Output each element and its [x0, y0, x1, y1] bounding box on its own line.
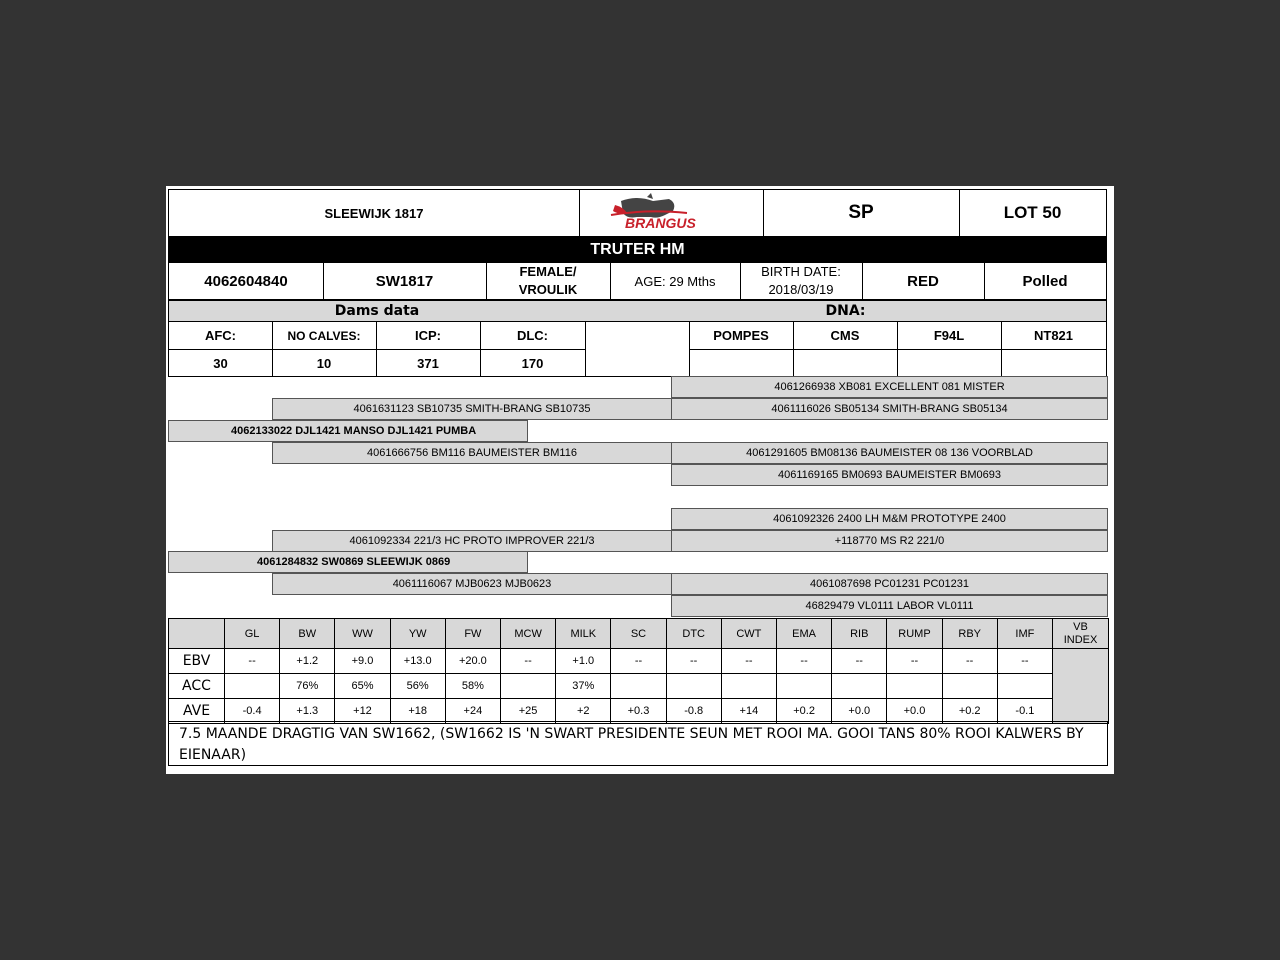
ebv-value-cell: -- [224, 648, 280, 674]
ebv-value-cell: +2 [555, 698, 611, 724]
ebv-value-cell: +14 [721, 698, 777, 724]
ebv-value-cell: +0.3 [610, 698, 666, 724]
animal-name: SLEEWIJK 1817 [168, 189, 580, 237]
ebv-row-label: EBV [168, 648, 225, 674]
ebv-column-header: CWT [721, 618, 777, 649]
ebv-value-cell: -0.1 [997, 698, 1053, 724]
pedigree-gs1: 4061631123 SB10735 SMITH-BRANG SB10735 [272, 398, 672, 420]
vb-index-header: VB INDEX [1052, 618, 1109, 649]
grade: SP [763, 189, 960, 237]
ebv-value-cell: -- [776, 648, 832, 674]
dna-f94l-header: F94L [897, 322, 1002, 350]
dams-data-title: Dams data [168, 300, 586, 322]
ebv-value-cell: 65% [334, 673, 390, 699]
colour: RED [862, 262, 985, 300]
dna-blank-cell [585, 322, 690, 377]
horn-status: Polled [984, 262, 1107, 300]
catalogue-card [166, 186, 1114, 774]
pedigree-dam: 4061284832 SW0869 SLEEWIJK 0869 [168, 551, 528, 573]
ebv-value-cell: -- [666, 648, 722, 674]
ebv-value-cell [500, 673, 556, 699]
pedigree-gd2: 4061116067 MJB0623 MJB0623 [272, 573, 672, 595]
pedigree-ggs2: 4061291605 BM08136 BAUMEISTER 08 136 VOORBLAD [671, 442, 1108, 464]
ebv-value-cell [886, 673, 942, 699]
dlc-header: DLC: [480, 322, 586, 350]
pedigree-ggd1: 4061116026 SB05134 SMITH-BRANG SB05134 [671, 398, 1108, 420]
ebv-value-cell: +1.0 [555, 648, 611, 674]
ebv-column-header: MILK [555, 618, 611, 649]
ebv-column-header: GL [224, 618, 280, 649]
dlc-value: 170 [480, 350, 586, 377]
brangus-logo [580, 189, 764, 237]
dna-f94l-value [897, 350, 1002, 377]
dna-nt821-value [1001, 350, 1107, 377]
icp-header: ICP: [376, 322, 481, 350]
ident-number: SW1817 [323, 262, 487, 300]
ebv-value-cell: +24 [445, 698, 501, 724]
ebv-value-cell [666, 673, 722, 699]
pedigree-ggd2: 4061169165 BM0693 BAUMEISTER BM0693 [671, 464, 1108, 486]
ebv-value-cell [831, 673, 887, 699]
ebv-value-cell: -- [500, 648, 556, 674]
dna-cms-header: CMS [793, 322, 898, 350]
ebv-column-header: RIB [831, 618, 887, 649]
ebv-value-cell: -- [610, 648, 666, 674]
ebv-value-cell: +0.0 [831, 698, 887, 724]
ebv-value-cell: 76% [279, 673, 335, 699]
ebv-value-cell: +12 [334, 698, 390, 724]
ebv-value-cell: +13.0 [390, 648, 446, 674]
no-calves-value: 10 [272, 350, 377, 377]
ebv-value-cell: +18 [390, 698, 446, 724]
ebv-value-cell [997, 673, 1053, 699]
sex: FEMALE/ VROULIK [486, 262, 611, 300]
age: AGE: 29 Mths [610, 262, 741, 300]
ebv-column-header: WW [334, 618, 390, 649]
ebv-value-cell: +1.3 [279, 698, 335, 724]
ebv-value-cell: +20.0 [445, 648, 501, 674]
ebv-value-cell: -0.4 [224, 698, 280, 724]
dna-title: DNA: [585, 300, 1107, 322]
ebv-value-cell: +25 [500, 698, 556, 724]
comment-text: 7.5 MAANDE DRAGTIG VAN SW1662, (SW1662 IS 'N SWART PRESIDENTE SEUN MET ROOI MA. GOOI TANS 80% ROOI KALWERS BY EIENAAR) [168, 721, 1108, 766]
lot-number: LOT 50 [959, 189, 1107, 237]
afc-value: 30 [168, 350, 273, 377]
ebv-value-cell: -0.8 [666, 698, 722, 724]
ebv-column-header: FW [445, 618, 501, 649]
ebv-value-cell [224, 673, 280, 699]
ebv-value-cell: -- [831, 648, 887, 674]
pedigree-ggs1: 4061266938 XB081 EXCELLENT 081 MISTER [671, 376, 1108, 398]
dna-nt821-header: NT821 [1001, 322, 1107, 350]
dna-pompes-header: POMPES [689, 322, 794, 350]
ebv-value-cell [610, 673, 666, 699]
ebv-row-label: ACC [168, 673, 225, 699]
pedigree-ggd4: 46829479 VL0111 LABOR VL0111 [671, 595, 1108, 617]
ebv-column-header: MCW [500, 618, 556, 649]
ebv-column-header: YW [390, 618, 446, 649]
ebv-column-header: SC [610, 618, 666, 649]
ebv-value-cell: -- [721, 648, 777, 674]
pedigree-ggd3: +118770 MS R2 221/0 [671, 530, 1108, 552]
ebv-value-cell: +0.2 [942, 698, 998, 724]
afc-header: AFC: [168, 322, 273, 350]
ebv-column-header: EMA [776, 618, 832, 649]
birth-date: BIRTH DATE: 2018/03/19 [740, 262, 863, 300]
ebv-value-cell: 58% [445, 673, 501, 699]
ebv-value-cell: 56% [390, 673, 446, 699]
pedigree-sire: 4062133022 DJL1421 MANSO DJL1421 PUMBA [168, 420, 528, 442]
pedigree-gd1: 4061666756 BM116 BAUMEISTER BM116 [272, 442, 672, 464]
icp-value: 371 [376, 350, 481, 377]
ebv-value-cell: -- [886, 648, 942, 674]
brangus-bull-icon [607, 193, 737, 233]
ebv-column-header: DTC [666, 618, 722, 649]
ebv-column-header: BW [279, 618, 335, 649]
ebv-value-cell: +0.2 [776, 698, 832, 724]
ebv-value-cell [942, 673, 998, 699]
ebv-value-cell: +1.2 [279, 648, 335, 674]
ebv-value-cell [776, 673, 832, 699]
dna-pompes-value [689, 350, 794, 377]
ebv-column-header: RUMP [886, 618, 942, 649]
no-calves-header: NO CALVES: [272, 322, 377, 350]
vb-index-value [1052, 648, 1109, 724]
ebv-value-cell: -- [942, 648, 998, 674]
ebv-value-cell: +0.0 [886, 698, 942, 724]
ebv-column-header: RBY [942, 618, 998, 649]
owner-bar: TRUTER HM [168, 237, 1107, 262]
ebv-value-cell: +9.0 [334, 648, 390, 674]
ebv-value-cell: -- [997, 648, 1053, 674]
dna-cms-value [793, 350, 898, 377]
registration-number: 4062604840 [168, 262, 324, 300]
logo-text: BRANGUS [624, 215, 696, 231]
ebv-column-header: IMF [997, 618, 1053, 649]
ebv-value-cell: 37% [555, 673, 611, 699]
pedigree-ggs3: 4061092326 2400 LH M&M PROTOTYPE 2400 [671, 508, 1108, 530]
pedigree-gs2: 4061092334 221/3 HC PROTO IMPROVER 221/3 [272, 530, 672, 552]
ebv-row-label: AVE [168, 698, 225, 724]
ebv-corner-cell [168, 618, 225, 649]
pedigree-ggs4: 4061087698 PC01231 PC01231 [671, 573, 1108, 595]
ebv-value-cell [721, 673, 777, 699]
